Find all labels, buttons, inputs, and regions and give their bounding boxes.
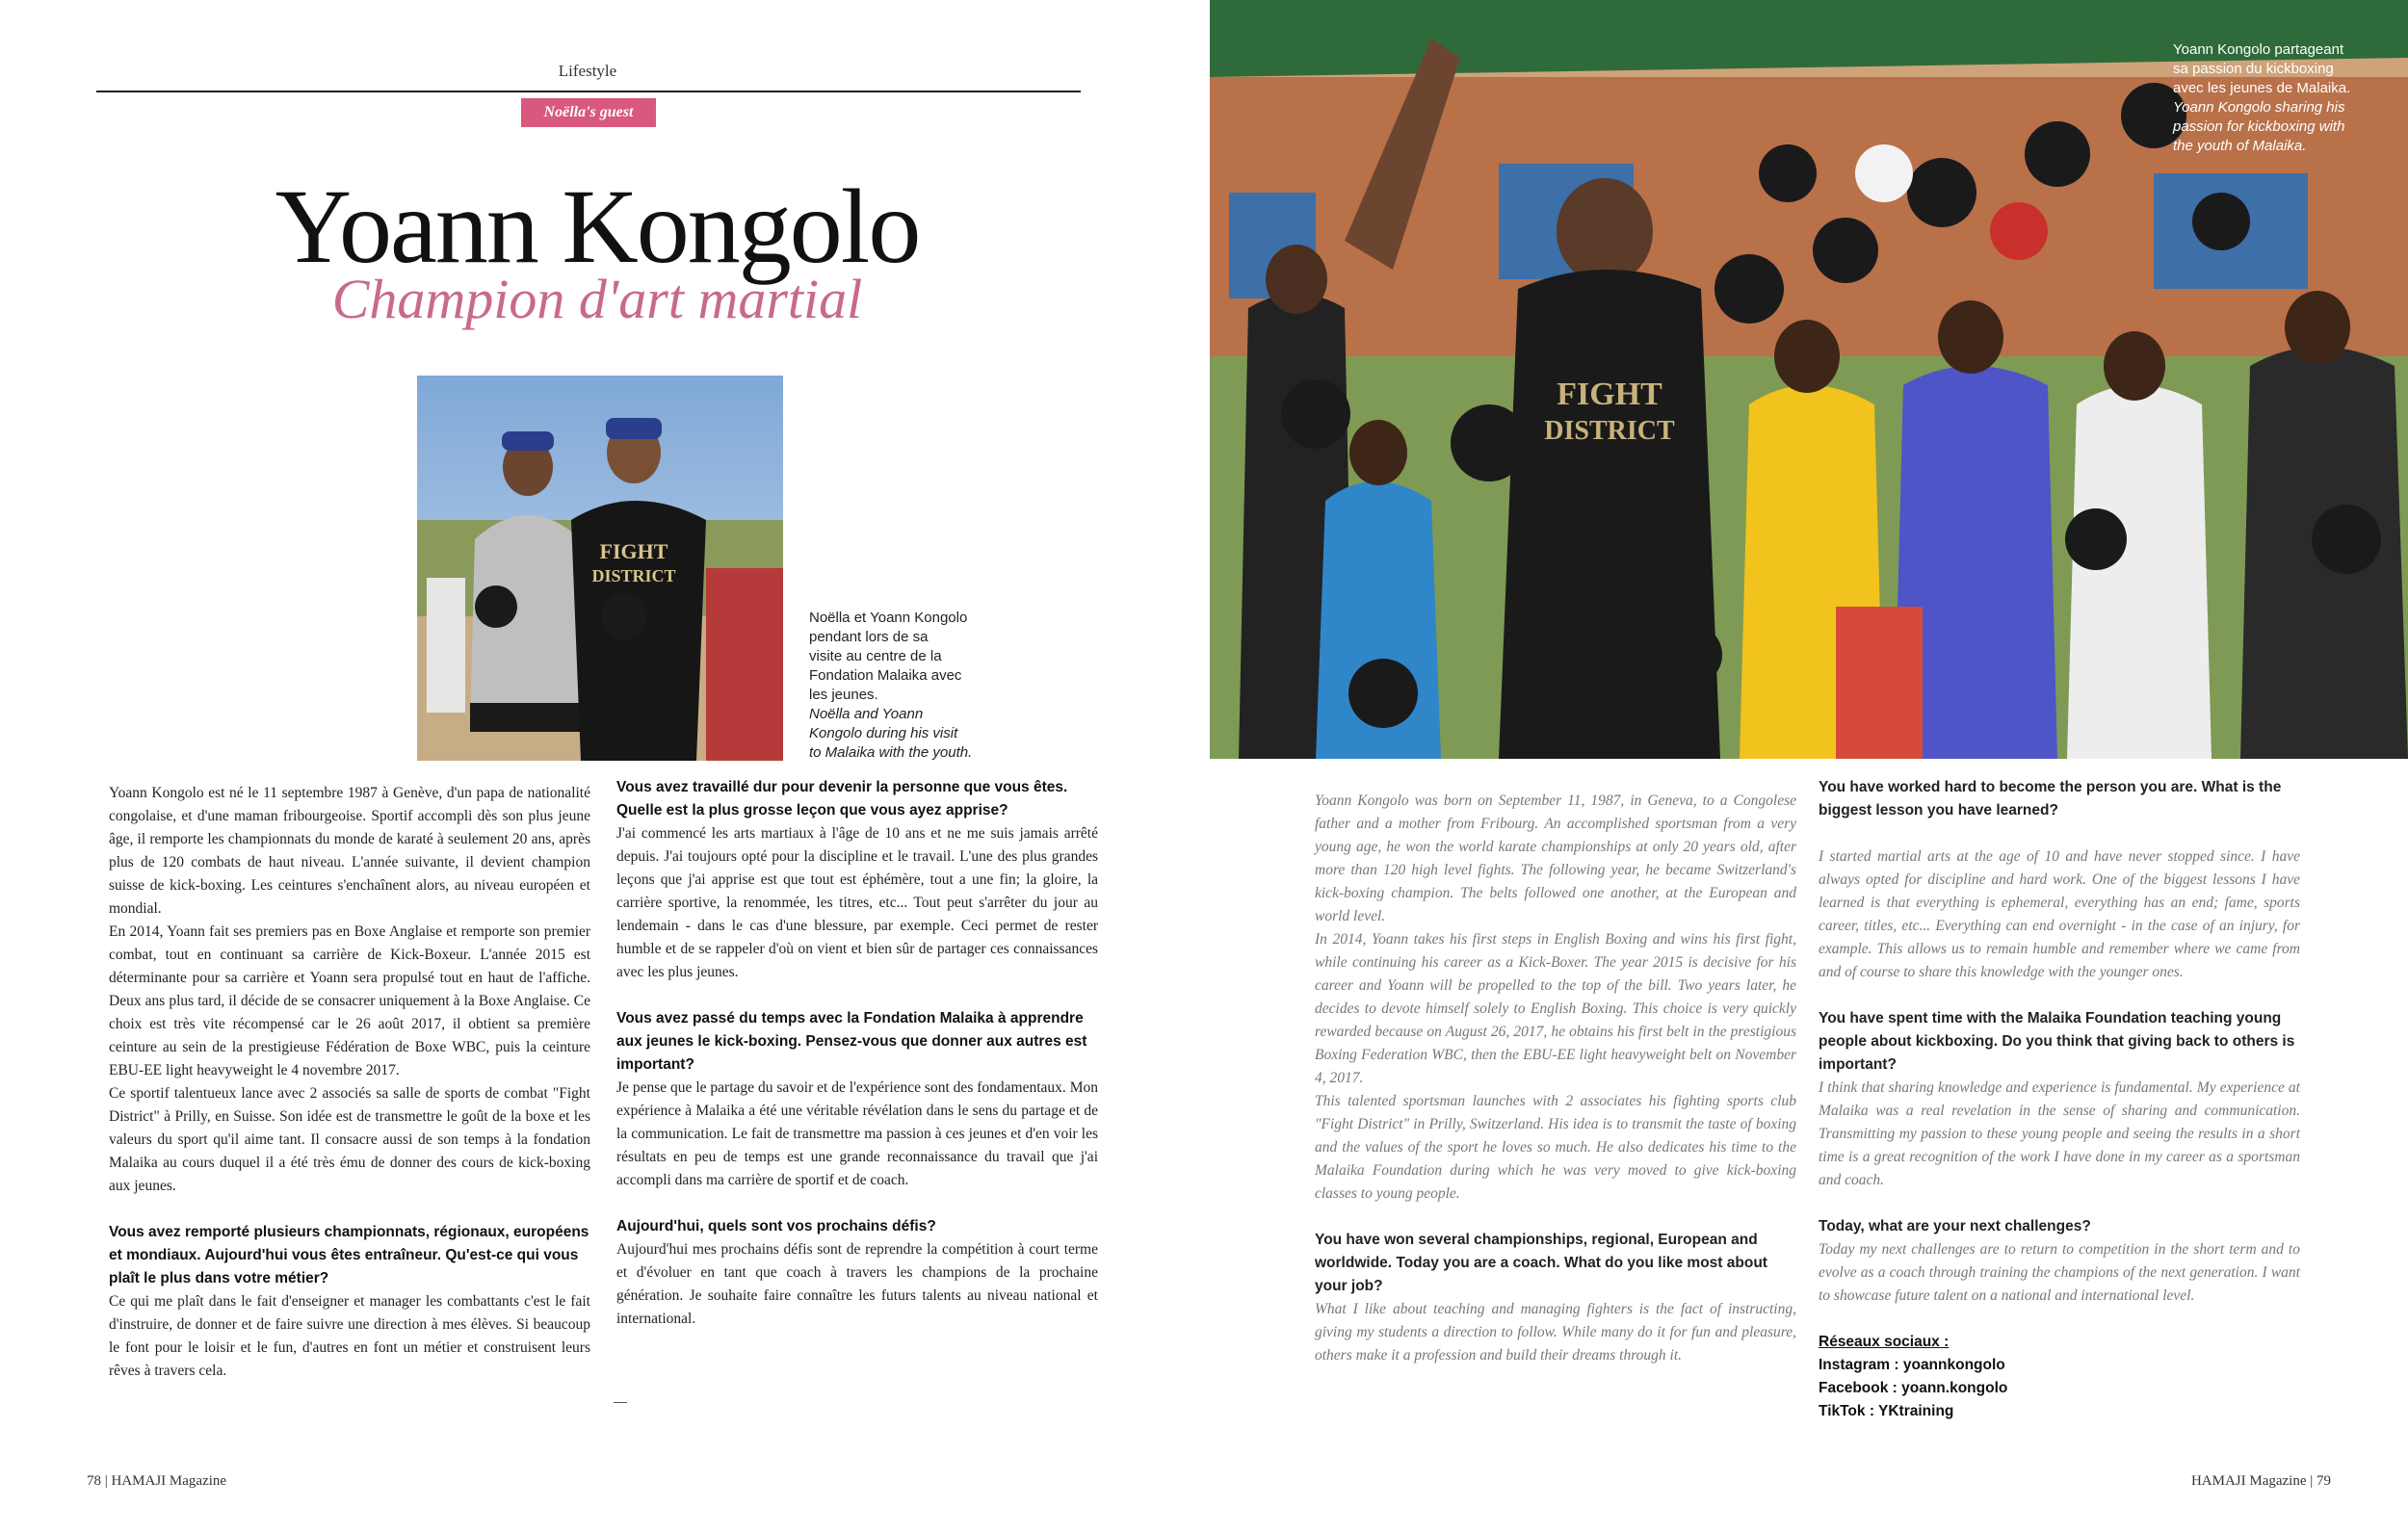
interview-answer: Aujourd'hui mes prochains défis sont de reprendre la compétition à court terme et d'évoluer en tant que coach à travers les champions de la prochaine génération. Je souhaite faire connaître les futurs talents au niveau national et international.	[616, 1241, 1098, 1327]
interview-question: Vous avez passé du temps avec la Fondation Malaika à apprendre aux jeunes le kick-boxing. Pensez-vous que donner aux autres est important?	[616, 1010, 1087, 1073]
inset-photo-illustration	[417, 376, 783, 761]
caption-line: avec les jeunes de Malaika.	[2173, 80, 2351, 96]
paragraph: In 2014, Yoann takes his first steps in English Boxing and wins his first fight, while continuing his career as a Kick-Boxer. The year 2015 is decisive for his career and Yoann will be propelled to the top of the bill. Two years later, he decides to devote himself solely to English Boxing. This choice is very quickly rewarded because on August 26, 2017, he obtains his first belt in the prestigious Boxing Federation WBC, then the EBU-EE light heavyweight belt on November 4, 2017.	[1315, 931, 1796, 1086]
article-subtitle: Champion d'art martial	[331, 268, 863, 330]
section-label: Lifestyle	[558, 62, 617, 80]
caption-line: les jeunes.	[809, 687, 878, 703]
caption-line: sa passion du kickboxing	[2173, 61, 2334, 77]
caption-line: Fondation Malaika avec	[809, 667, 962, 684]
caption-line: Noëlla et Yoann Kongolo	[809, 610, 968, 626]
caption-line: pendant lors de sa	[809, 629, 929, 645]
caption-line-en: Noëlla and Yoann	[809, 706, 924, 722]
interview-question: Today, what are your next challenges?	[1819, 1218, 2091, 1234]
interview-answer: J'ai commencé les arts martiaux à l'âge de 10 ans et ne me suis jamais arrêté depuis. J'ai toujours opté pour la discipline et le travail. L'une des plus grandes leçons que j'ai apprise est que tout est éphémère, tout a une fin; la gloire, la carrière sportive, la renommée, les titres, etc... Tout peut s'arrêter du jour au lendemain - dans le cas d'une blessure, par exemple. Ceci permet de rester humble et de se rappeler d'où on vient et bien sûr de partager ces connaissances avec les plus jeunes.	[616, 825, 1098, 980]
caption-line-en: Yoann Kongolo sharing his	[2173, 99, 2345, 116]
caption-line-en: the youth of Malaika.	[2173, 138, 2307, 154]
article-end-mark	[614, 1402, 627, 1403]
paragraph: Yoann Kongolo est né le 11 septembre 1987 à Genève, d'un papa de nationalité congolaise, et d'une maman fribourgeoise. Sportif accompli dès son plus jeune âge, il remporte les championnats du monde de karaté à seulement 20 ans, après plus de 120 combats de haut niveau. L'année suivante, il devient champion suisse de kick-boxing. Les ceintures s'enchaînent alors, au niveau européen et mondial.	[109, 785, 590, 917]
interview-question: Vous avez travaillé dur pour devenir la personne que vous êtes. Quelle est la plus grosse leçon que vous ayez apprise?	[616, 779, 1068, 818]
body-column-fr-1	[109, 782, 590, 1383]
interview-answer: Today my next challenges are to return to competition in the short term and to evolve as a coach through training the champions of the next generation. I want to showcase future talent on a national and international level.	[1819, 1241, 2300, 1304]
svg-text:DISTRICT: DISTRICT	[591, 566, 676, 585]
header-rule	[96, 91, 1081, 92]
paragraph: En 2014, Yoann fait ses premiers pas en Boxe Anglaise et remporte son premier combat, tout en continuant sa carrière de Kick-Boxeur. L'année 2015 est déterminante pour sa carrière et Yoann sera propulsé tout en haut de l'affiche. Deux ans plus tard, il décide de se consacrer uniquement à la Boxe Anglaise. Ce choix est très vite récompensé car le 26 août 2017, il obtient sa première ceinture au sein de la prestigieuse Fédération de Boxe WBC, puis la ceinture EBU-EE light heavyweight le 4 novembre 2017.	[109, 923, 590, 1078]
social-heading: Réseaux sociaux :	[1819, 1334, 1950, 1350]
svg-text:DISTRICT: DISTRICT	[1544, 416, 1675, 446]
caption-line: visite au centre de la	[809, 648, 942, 664]
paragraph: This talented sportsman launches with 2 associates his fighting sports club "Fight District" in Prilly, Switzerland. His idea is to transmit the taste of boxing and the values of the sport he loves so much. He also dedicates his time to the Malaika Foundation during which he was very moved to give kick-boxing classes to young people.	[1315, 1093, 1796, 1202]
interview-answer: Je pense que le partage du savoir et de l'expérience sont des fondamentaux. Mon expérience à Malaika a été une véritable révélation dans le sens du partage et de la communication. Le fait de transmettre ma passion à ces jeunes et d'en voir les résultats en peu de temps est une grande reconnaissance du travail que j'ai accompli dans ma carrière de sportif et de coach.	[616, 1079, 1098, 1188]
interview-answer: What I like about teaching and managing fighters is the fact of instructing, giving my students a direction to follow. While many do it for fun and pleasure, others make it a profession and build their dreams through it.	[1315, 1301, 1796, 1364]
caption-line: Yoann Kongolo partageant	[2173, 41, 2344, 58]
social-instagram: Instagram : yoannkongolo	[1819, 1357, 2005, 1373]
svg-text:FIGHT: FIGHT	[1557, 377, 1662, 412]
paragraph: Ce sportif talentueux lance avec 2 associés sa salle de sports de combat "Fight District" à Prilly, en Suisse. Son idée est de transmettre le goût de la boxe et les valeurs du sport qu'il aime tant. Il consacre aussi de son temps à la fondation Malaika au cours duquel il a été très ému de donner des cours de kick-boxing aux jeunes.	[109, 1085, 590, 1194]
interview-question: You have spent time with the Malaika Foundation teaching young people about kickboxing. Do you think that giving back to others is important?	[1819, 1010, 2295, 1073]
page-footer-right: HAMAJI Magazine | 79	[2190, 1473, 2331, 1489]
caption-line-en: to Malaika with the youth.	[809, 744, 973, 761]
main-photo-caption	[2173, 40, 2395, 156]
interview-question: Aujourd'hui, quels sont vos prochains défis?	[616, 1218, 936, 1234]
interview-answer: Ce qui me plaît dans le fait d'enseigner et manager les combattants c'est le fait d'instruire, de donner et de faire suivre une direction à mes élèves. Si beaucoup le font pour le loisir et le fun, d'autres en font un métier et construisent leurs rêves à travers cela.	[109, 1293, 590, 1379]
body-column-fr-2	[616, 776, 1098, 1331]
inset-photo-caption	[809, 609, 1002, 763]
caption-line-en: passion for kickboxing with	[2173, 118, 2345, 135]
inset-photo	[417, 376, 783, 761]
caption-line-en: Kongolo during his visit	[809, 725, 958, 741]
article-title: Yoann Kongolo	[275, 168, 920, 285]
social-facebook: Facebook : yoann.kongolo	[1819, 1380, 2008, 1396]
page-footer-left: 78 | HAMAJI Magazine	[87, 1473, 227, 1489]
interview-answer: I started martial arts at the age of 10 and have never stopped since. I have always opted for discipline and hard work. One of the biggest lessons I have learned is that everything is ephemeral, everything has an end; fame, sports career, titles, etc... Everything can end overnight - in the case of an injury, for example. This allows us to remain humble and remember where we came from and of course to share this knowledge with the younger ones.	[1819, 848, 2300, 980]
body-column-en-2	[1819, 776, 2300, 1423]
interview-question: You have won several championships, regional, European and worldwide. Today you are a coach. What do you like most about your job?	[1315, 1232, 1767, 1294]
guest-tag-badge: Noëlla's guest	[521, 98, 656, 127]
social-tiktok: TikTok : YKtraining	[1819, 1403, 1954, 1419]
paragraph: Yoann Kongolo was born on September 11, 1987, in Geneva, to a Congolese father and a mother from Fribourg. An accomplished sportsman from a very young age, he won the world karate championships at only 20 years old, after more than 120 high level fights. The following year, he became Switzerland's kick-boxing champion. The belts followed one another, at the European and world level.	[1315, 792, 1796, 924]
interview-answer: I think that sharing knowledge and experience is fundamental. My experience at Malaika was a real revelation in the sense of sharing and communication. Transmitting my passion to these young people and seeing the results in a short time is a great recognition of the work I have done in my career as a sportsman and coach.	[1819, 1079, 2300, 1188]
svg-text:FIGHT: FIGHT	[599, 539, 668, 563]
interview-question: You have worked hard to become the person you are. What is the biggest lesson you have learned?	[1819, 779, 2282, 818]
body-column-en-1	[1315, 790, 1796, 1367]
interview-question: Vous avez remporté plusieurs championnats, régionaux, européens et mondiaux. Aujourd'hui vous êtes entraîneur. Qu'est-ce qui vous plaît le plus dans votre métier?	[109, 1224, 589, 1286]
